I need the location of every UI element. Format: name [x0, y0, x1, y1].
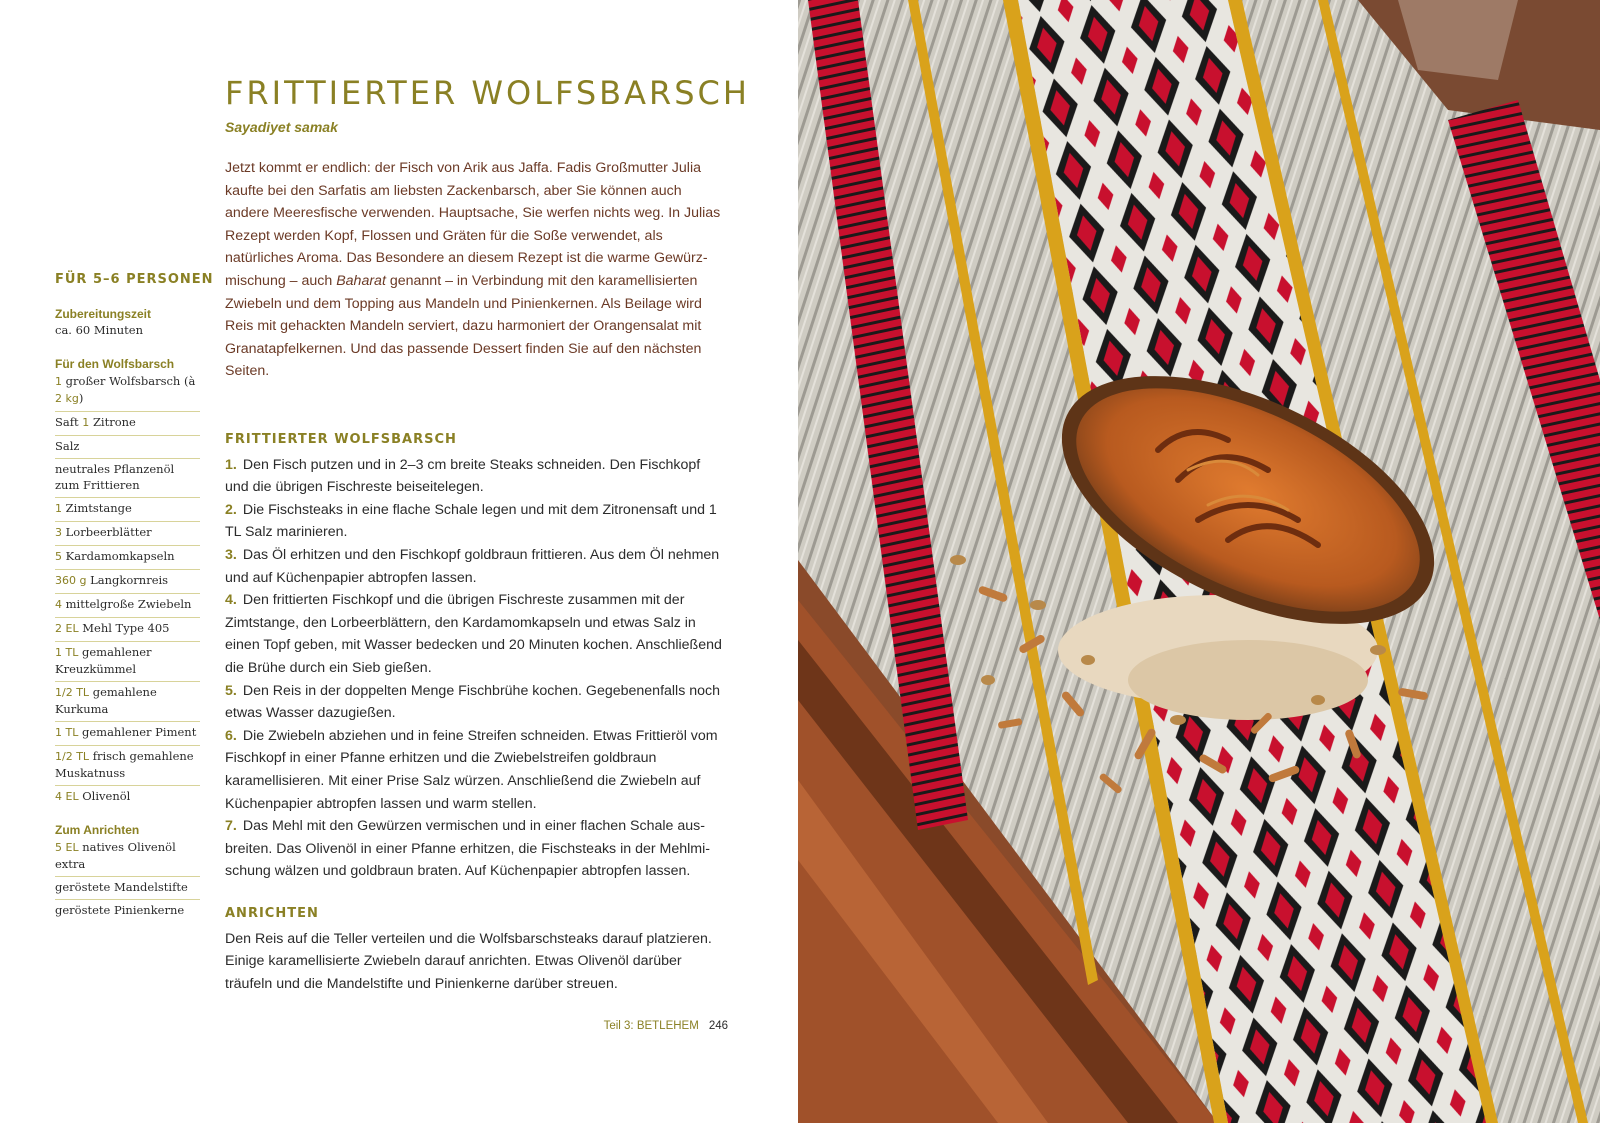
intro-text-start: Jetzt kommt er endlich: der Fisch von Arik aus Jaffa. Fadis Großmutter Julia kaufte bei den Sarfatis am liebsten Zackenbarsch, aber Sie können auch andere Meeresfische verwenden. Hauptsache, Sie werfen nichts weg. In Julias Rezept werden Kopf, Flossen und Gräten für die Soße verwendet, als natürliches Aroma. Das Besondere an diesem Rezept ist die warme Gewürzmischung – auch [225, 160, 721, 289]
recipe-title: FRITTIERTER WOLFSBARSCH [225, 74, 750, 112]
ingredient-text: Mehl Type 405 [82, 621, 170, 635]
method-heading: FRITTIERTER WOLFSBARSCH [225, 432, 457, 447]
ingredient-item [55, 570, 200, 594]
step-number: 1. [225, 456, 237, 473]
prep-time-label: Zubereitungszeit [55, 307, 152, 321]
ingredient-qty: 5 [55, 550, 62, 563]
ingredient-text: geröstete Mandelstifte [55, 880, 188, 894]
ingredient-group-garnish [55, 823, 200, 922]
ingredient-text: neutrales Pflanzenöl zum Frittieren [55, 462, 175, 492]
ingredient-text: großer Wolfsbarsch (à [65, 374, 196, 388]
ingredient-qty: 1 TL [55, 726, 79, 739]
ingredient-item [55, 412, 200, 436]
ingredient-qty: 2 kg [55, 392, 79, 405]
intro-text-end: genannt – in Verbindung mit den karamellisierten Zwiebeln und dem Topping aus Mandeln und Pinienkernen. Als Beilage wird Reis mit gehackten Mandeln serviert, dazu harmoniert der Orangensalat mit Granatapfelkernen. Und das passende Dessert finden Sie auf den nächsten Seiten. [225, 272, 702, 380]
ingredient-item [55, 546, 200, 570]
ingredient-text: Zitrone [92, 415, 136, 429]
ingredient-qty: 2 EL [55, 622, 79, 635]
ingredient-item [55, 877, 200, 900]
ingredient-text: Zimtstange [65, 501, 132, 515]
step-number: 3. [225, 546, 237, 563]
ingredient-qty: 5 EL [55, 841, 79, 854]
step-text: Das Mehl mit den Gewürzen vermischen und in einer flachen Schale ausbreiten. Das Olivenöl in einer Pfanne erhitzen, die Fischsteaks in der Mehlmischung wälzen und goldbraun braten. Auf Küchenpapier abtropfen lassen. [225, 818, 710, 880]
ingredient-qty: 3 [55, 526, 62, 539]
page-number: 246 [708, 1020, 728, 1032]
ingredient-item [55, 642, 200, 682]
ingredient-item [55, 837, 200, 877]
dish-photo-illustration [798, 0, 1600, 1123]
method-step [225, 544, 725, 589]
ingredient-item [55, 459, 200, 498]
ingredient-text: mittelgroße Zwiebeln [65, 597, 192, 611]
ingredient-text: Langkornreis [90, 573, 169, 587]
ingredient-text: gemahlene Kurkuma [55, 685, 157, 716]
ingredient-qty: 1 [82, 416, 90, 429]
prep-time-value: ca. 60 Minuten [55, 323, 143, 337]
method-step [225, 589, 725, 679]
ingredient-text: natives Olivenöl extra [55, 840, 176, 871]
dish-photo [798, 0, 1600, 1123]
ingredient-qty: 1 [55, 375, 62, 388]
ingredient-qty: 1/2 TL [55, 686, 90, 699]
ingredient-text: frisch gemahlene Muskatnuss [55, 749, 194, 780]
step-text: Den frittierten Fischkopf und die übrigen Fischreste zusammen mit der Zimtstange, den Lorbeerblättern, den Kardamomkapseln und etwas Salz in einen Topf geben, mit Wasser bedecken und 20 Minuten kochen. Anschließend die Brühe durch ein Sieb gießen. [225, 592, 722, 676]
ingredient-qty: 1 [55, 502, 62, 515]
page-footer [560, 1020, 728, 1032]
recipe-page [0, 0, 798, 1123]
chapter-label: Teil 3: BETLEHEM [603, 1020, 699, 1032]
step-text: Die Fischsteaks in eine flache Schale legen und mit dem Zitronensaft und 1 TL Salz marinieren. [225, 501, 717, 541]
method-section [225, 429, 725, 883]
ingredient-text: Olivenöl [82, 789, 131, 803]
ingredient-item [55, 682, 200, 722]
ingredient-item [55, 371, 200, 412]
ingredient-item [55, 594, 200, 618]
step-number: 7. [225, 818, 237, 835]
ingredient-item [55, 436, 200, 459]
ingredient-group-fish [55, 357, 200, 809]
serving-text: Den Reis auf die Teller verteilen und die Wolfsbarschsteaks darauf platzieren. Einige karamellisierte Zwiebeln darauf anrichten. Etwas Olivenöl darüber träufeln und die Mandelstifte und Pinienkerne darüber streuen. [225, 930, 712, 992]
ingredient-text: Saft [55, 415, 83, 429]
ingredient-qty: 1 TL [55, 646, 79, 659]
ingredient-text: Lorbeerblätter [65, 525, 152, 539]
ingredient-item [55, 746, 200, 786]
method-step [225, 454, 725, 499]
ingredient-item [55, 786, 200, 809]
ingredient-qty: 4 [55, 598, 62, 611]
ingredient-text: gemahlener Kreuzkümmel [55, 645, 152, 676]
ingredient-qty: 360 g [55, 574, 87, 587]
recipe-intro [225, 157, 725, 383]
ingredient-item [55, 498, 200, 522]
ingredient-text: geröstete Pinienkerne [55, 903, 185, 917]
intro-italic-term: Baharat [336, 272, 386, 289]
serving-heading: ANRICHTEN [225, 906, 319, 921]
method-step [225, 815, 725, 883]
ingredients-sidebar [55, 272, 214, 936]
ingredient-qty: 4 EL [55, 790, 79, 803]
ingredient-text: Salz [55, 439, 80, 453]
servings-heading: FÜR 5–6 PERSONEN [55, 272, 214, 287]
ingredient-text: Kardamomkapseln [65, 549, 175, 563]
step-text: Den Fisch putzen und in 2–3 cm breite Steaks schneiden. Den Fischkopf und die übrigen Fischreste beiseitelegen. [225, 456, 701, 496]
method-step [225, 499, 725, 544]
ingredient-text: gemahlener Piment [82, 725, 197, 739]
step-number: 5. [225, 682, 237, 699]
ingredient-group-title: Für den Wolfsbarsch [55, 357, 175, 371]
ingredient-text: ) [78, 391, 84, 405]
method-step [225, 680, 725, 725]
ingredient-item [55, 900, 200, 922]
ingredient-group-title: Zum Anrichten [55, 823, 140, 837]
ingredient-item [55, 618, 200, 642]
step-text: Den Reis in der doppelten Menge Fischbrühe kochen. Gegebenenfalls noch etwas Wasser dazugießen. [225, 682, 721, 722]
step-number: 2. [225, 501, 237, 518]
step-number: 6. [225, 727, 237, 744]
step-text: Die Zwiebeln abziehen und in feine Streifen schneiden. Etwas Frittieröl vom Fischkopf in einer Pfanne erhitzen und die Zwiebelstreifen goldbraun karamellisieren. Mit einer Prise Salz würzen. Anschließend die Zwiebeln auf Küchenpapier abtropfen lassen und warm stellen. [225, 727, 718, 812]
step-number: 4. [225, 592, 237, 609]
serving-section [225, 903, 725, 995]
ingredient-item [55, 722, 200, 746]
method-step [225, 725, 725, 815]
ingredient-item [55, 522, 200, 546]
step-text: Das Öl erhitzen und den Fischkopf goldbraun frittieren. Aus dem Öl nehmen und auf Küchenpapier abtropfen lassen. [225, 546, 720, 586]
ingredient-qty: 1/2 TL [55, 750, 90, 763]
recipe-subtitle: Sayadiyet samak [225, 119, 338, 135]
